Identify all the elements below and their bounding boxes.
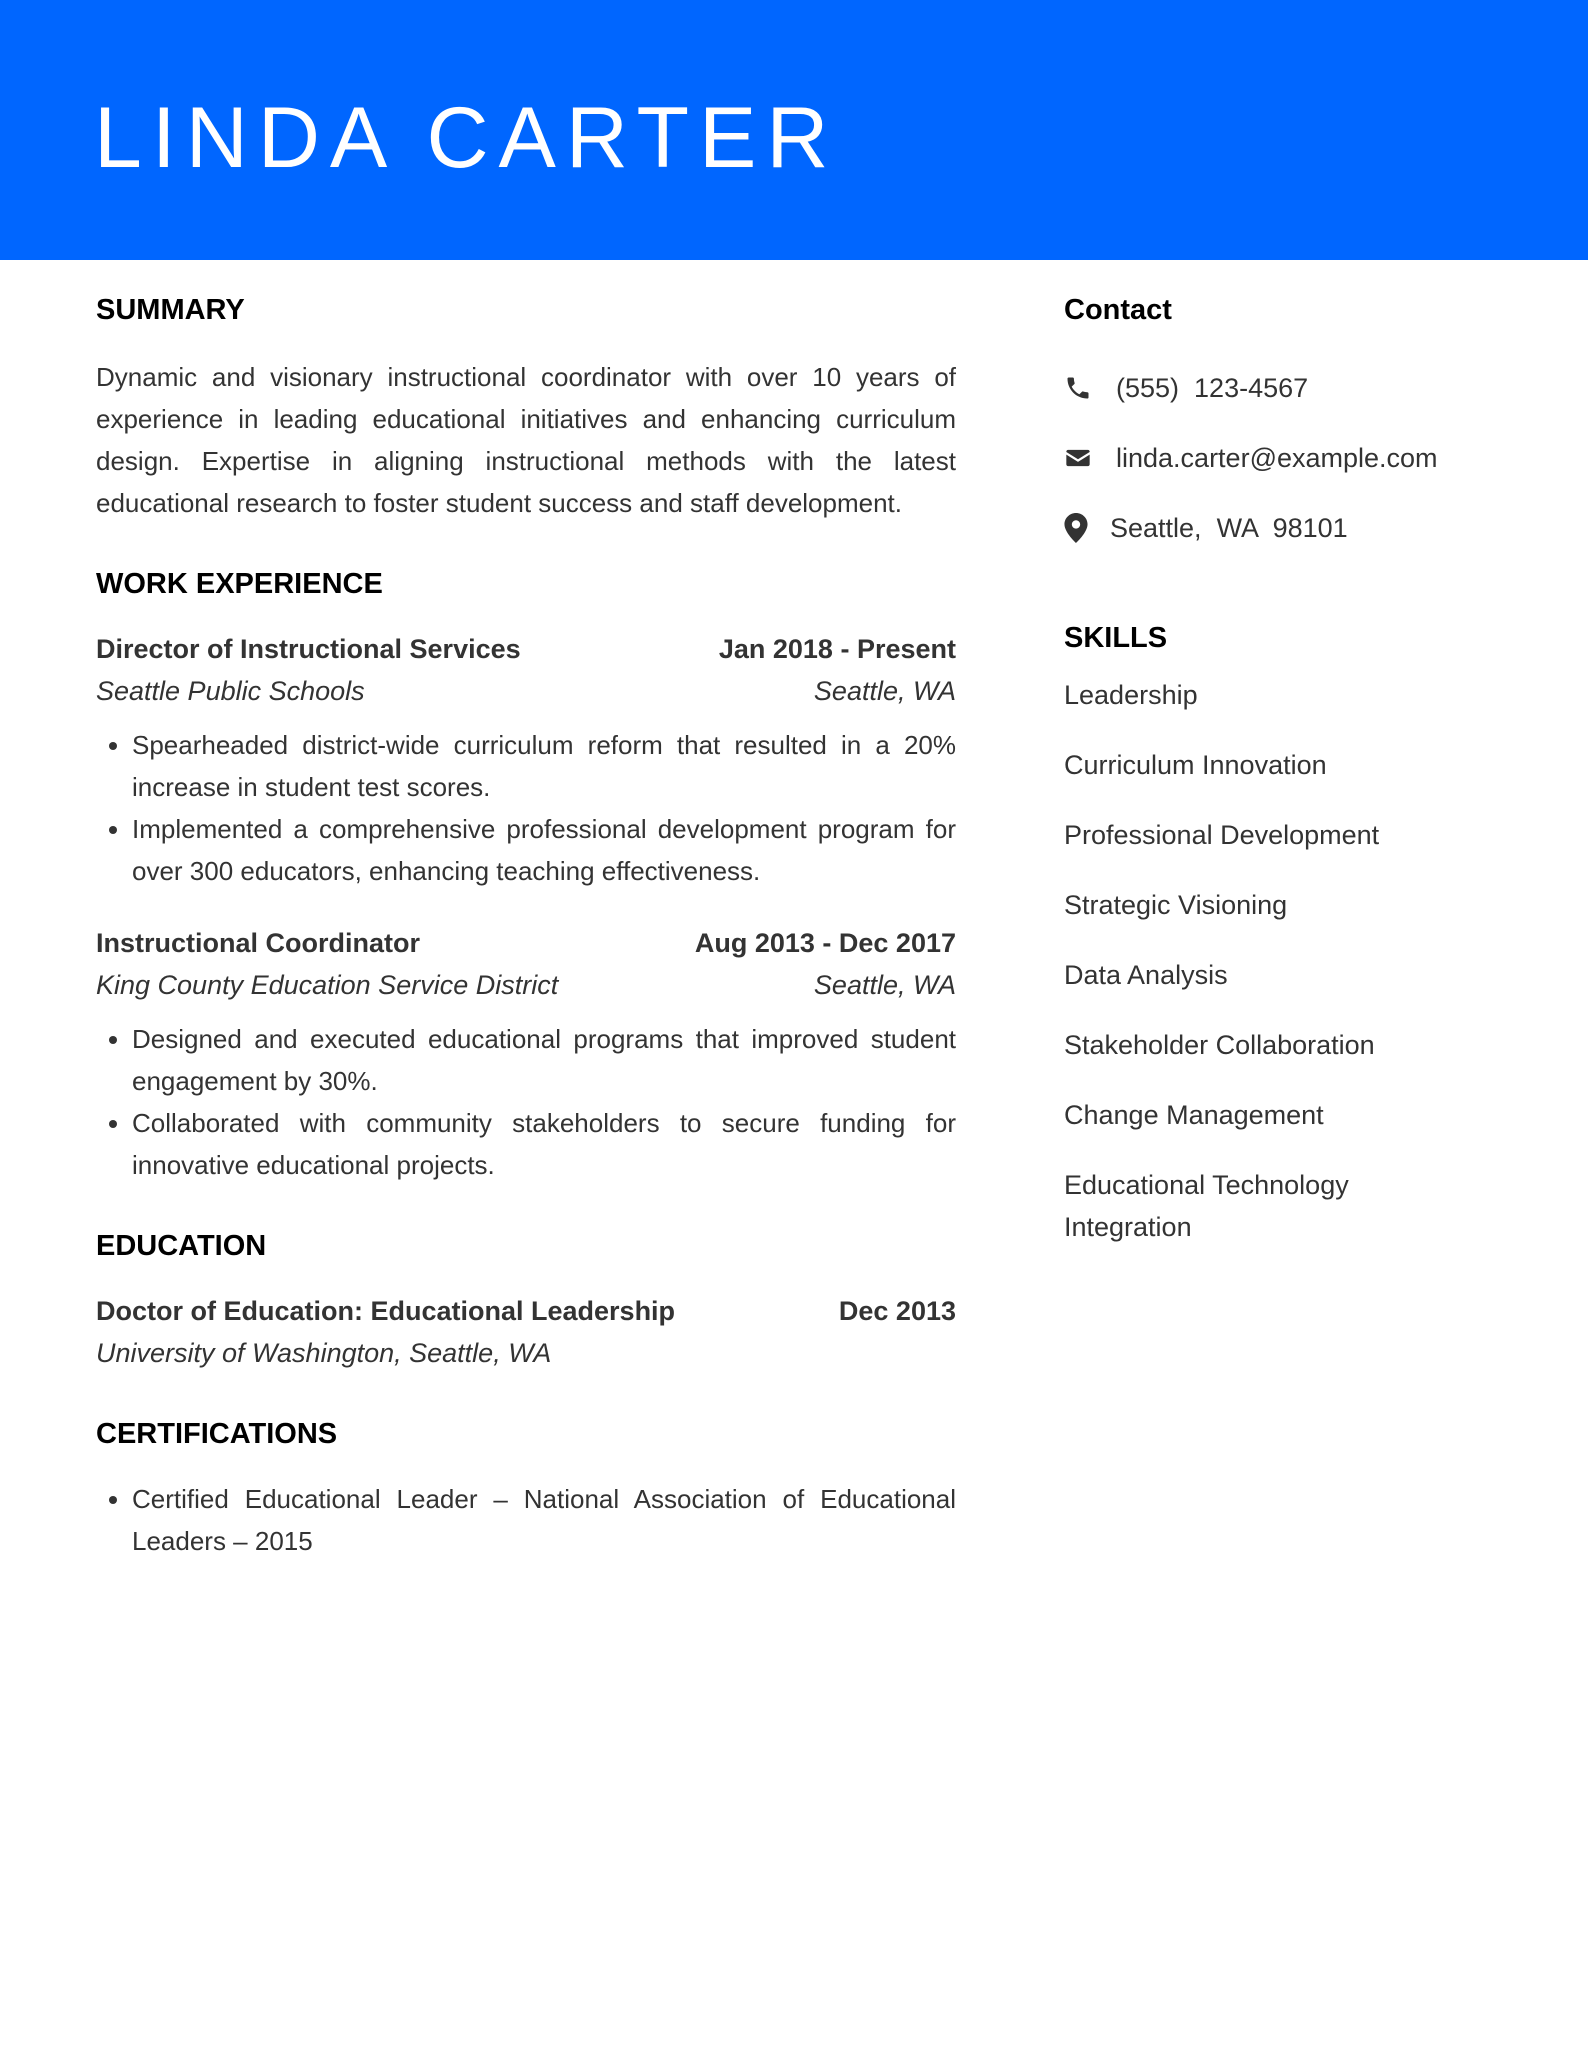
job-title: Director of Instructional Services bbox=[96, 634, 521, 664]
degree: Doctor of Education: Educational Leadership bbox=[96, 1296, 676, 1326]
skill-item: Data Analysis bbox=[1064, 960, 1228, 990]
job-entry bbox=[96, 922, 956, 1186]
contact-phone bbox=[1064, 368, 1504, 408]
contact-location bbox=[1064, 508, 1504, 548]
skill-item: Educational Technology Integration bbox=[1064, 1170, 1349, 1242]
job-bullet: • Spearheaded district-wide curriculum reform that resulted in a 20% increase in student test scores. bbox=[132, 724, 956, 808]
education-entry bbox=[96, 1290, 956, 1374]
contact-list bbox=[1064, 368, 1504, 548]
job-bullet: • Implemented a comprehensive professional development program for over 300 educators, enhancing teaching effectiveness. bbox=[132, 808, 956, 892]
skill-item: Professional Development bbox=[1064, 820, 1380, 850]
skill-item: Stakeholder Collaboration bbox=[1064, 1030, 1375, 1060]
work-experience-heading: WORK EXPERIENCE bbox=[96, 568, 383, 600]
skill-item: Leadership bbox=[1064, 680, 1198, 710]
skill-item: Change Management bbox=[1064, 1100, 1324, 1130]
location-text: Seattle, WA 98101 bbox=[1110, 512, 1348, 543]
phone-icon bbox=[1064, 373, 1094, 403]
job-location: Seattle, WA bbox=[813, 676, 956, 706]
job-location: Seattle, WA bbox=[813, 970, 956, 1000]
job-bullet: • Designed and executed educational programs that improved student engagement by 30%. bbox=[132, 1018, 956, 1102]
job-entry bbox=[96, 628, 956, 892]
job-bullets bbox=[96, 724, 956, 892]
degree-date: Dec 2013 bbox=[838, 1296, 956, 1326]
job-organization: Seattle Public Schools bbox=[96, 676, 365, 706]
side-column bbox=[1064, 290, 1504, 1276]
job-organization: King County Education Service District bbox=[96, 970, 559, 1000]
main-column bbox=[96, 290, 956, 1562]
email-link[interactable]: linda.carter@example.com bbox=[1116, 442, 1438, 473]
envelope-icon bbox=[1064, 443, 1094, 473]
map-pin-icon bbox=[1064, 513, 1094, 543]
job-dates: Jan 2018 - Present bbox=[718, 634, 956, 664]
contact-email bbox=[1064, 438, 1504, 478]
candidate-name: LINDA CARTER bbox=[94, 90, 839, 186]
summary-heading: SUMMARY bbox=[96, 294, 245, 326]
job-title: Instructional Coordinator bbox=[96, 928, 420, 958]
education-heading: EDUCATION bbox=[96, 1230, 267, 1262]
skills-list bbox=[1064, 674, 1504, 1248]
skill-item: Strategic Visioning bbox=[1064, 890, 1288, 920]
school: University of Washington, Seattle, WA bbox=[96, 1338, 552, 1368]
job-dates: Aug 2013 - Dec 2017 bbox=[694, 928, 956, 958]
certifications-list bbox=[96, 1478, 956, 1562]
certifications-heading: CERTIFICATIONS bbox=[96, 1418, 338, 1450]
skills-heading: SKILLS bbox=[1064, 622, 1168, 654]
skill-item: Curriculum Innovation bbox=[1064, 750, 1327, 780]
certification-item: • Certified Educational Leader – National Association of Educational Leaders – 2015 bbox=[132, 1478, 956, 1562]
job-bullets bbox=[96, 1018, 956, 1186]
header-banner bbox=[0, 0, 1588, 260]
job-bullet: • Collaborated with community stakeholders to secure funding for innovative educational projects. bbox=[132, 1102, 956, 1186]
summary-text: Dynamic and visionary instructional coordinator with over 10 years of experience in leading educational initiatives and enhancing curriculum design. Expertise in aligning instructional methods with the latest educational research to foster student success and staff development. bbox=[96, 362, 956, 518]
phone-link[interactable]: (555) 123-4567 bbox=[1116, 372, 1309, 403]
contact-heading: Contact bbox=[1064, 294, 1172, 326]
